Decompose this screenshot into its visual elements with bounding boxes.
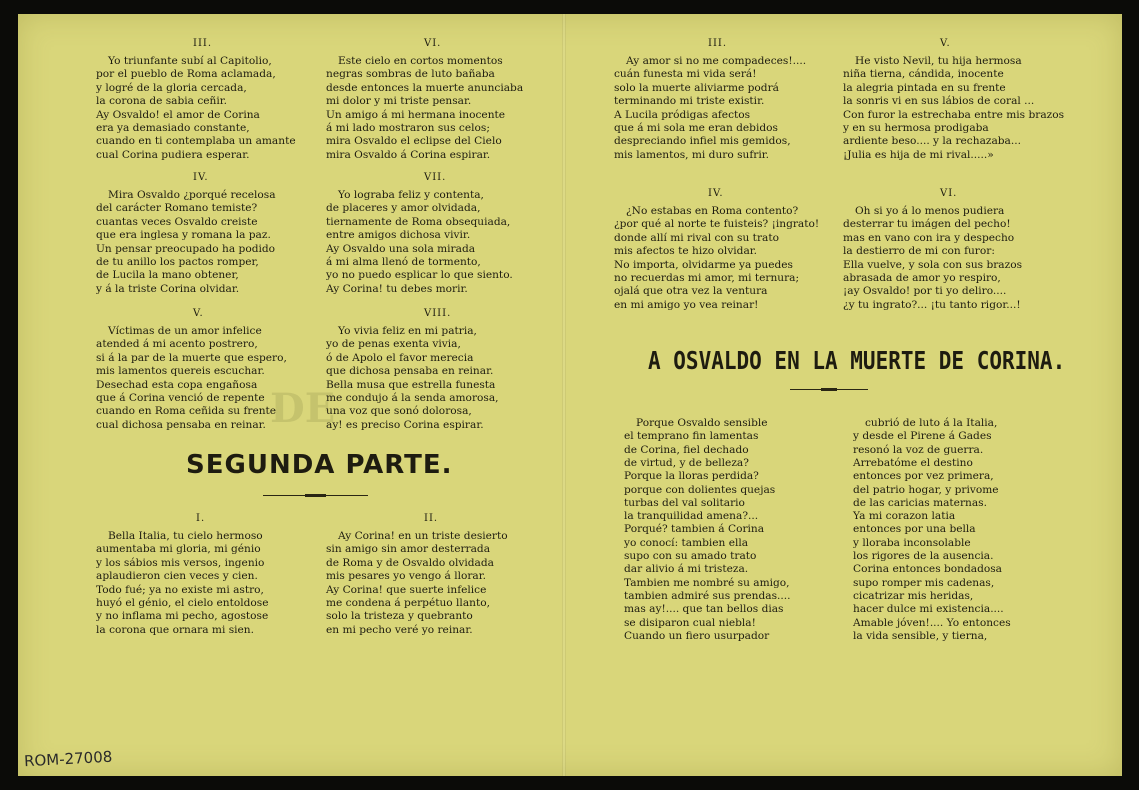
poem-line: la vida sensible, y tierna, bbox=[853, 629, 988, 642]
poem-line: abrasada de amor yo respiro, bbox=[843, 272, 1001, 284]
poem-line: la alegria pintada en su frente bbox=[843, 81, 1006, 94]
poem-line: de Lucila la mano obtener, bbox=[96, 269, 239, 282]
poem-line: Víctimas de un amor infelice bbox=[108, 325, 262, 337]
stanza-number: III. bbox=[708, 38, 728, 49]
section-title: SEGUNDA PARTE. bbox=[186, 450, 453, 480]
poem-line: mira Osvaldo á Corina espirar. bbox=[326, 148, 491, 161]
poem-line: atended á mi acento postrero, bbox=[96, 338, 258, 351]
stanza-number: VII. bbox=[424, 172, 447, 183]
poem-line: Bella musa que estrella funesta bbox=[326, 378, 496, 391]
poem-line: Un amigo á mi hermana inocente bbox=[326, 108, 506, 121]
poem-line: y no inflama mi pecho, agostose bbox=[96, 610, 269, 623]
bleed-through-mark: DE bbox=[270, 385, 336, 432]
poem-line: supo con su amado trato bbox=[624, 550, 757, 562]
poem-line: mira Osvaldo el eclipse del Cielo bbox=[326, 135, 502, 148]
poem-line: donde allí mi rival con su trato bbox=[614, 231, 779, 244]
poem-line: Ay Corina! tu debes morir. bbox=[326, 282, 468, 295]
poem-line: la tranquilidad amena?... bbox=[624, 510, 759, 523]
poem-line: desterrar tu imágen del pecho! bbox=[843, 218, 1011, 231]
poem-line: mis pesares yo vengo á llorar. bbox=[326, 570, 486, 583]
poem-line: no recuerdas mi amor, mi ternura; bbox=[614, 272, 800, 284]
poem-line: la corona que ornara mi sien. bbox=[96, 623, 254, 636]
poem-line: y logré de la gloria cercada, bbox=[96, 81, 247, 94]
poem-line: supo romper mis cadenas, bbox=[853, 576, 995, 589]
poem-line: que á mi sola me eran debidos bbox=[614, 122, 778, 134]
poem-line: si á la par de la muerte que espero, bbox=[96, 351, 287, 364]
poem-line: tiernamente de Roma obsequiada, bbox=[326, 215, 511, 228]
stanza-number: V. bbox=[940, 38, 951, 49]
poem-line: aumentaba mi gloria, mi génio bbox=[96, 543, 261, 556]
poem-line: me condena á perpétuo llanto, bbox=[326, 597, 490, 609]
poem-line: Ay Corina! en un triste desierto bbox=[338, 530, 508, 542]
poem-line: ¿No estabas en Roma contento? bbox=[626, 205, 799, 217]
poem-line: Porque Osvaldo sensible bbox=[636, 417, 768, 429]
poem-line: Bella Italia, tu cielo hermoso bbox=[108, 530, 263, 542]
poem-line: y desde el Pirene á Gades bbox=[853, 430, 992, 443]
poem-line: en mi pecho veré yo reinar. bbox=[326, 623, 473, 636]
poem-line: Yo lograba feliz y contenta, bbox=[338, 189, 484, 201]
poem-line: los rigores de la ausencia. bbox=[853, 550, 994, 562]
poem-line: niña tierna, cándida, inocente bbox=[843, 68, 1004, 81]
poem-line: Un pensar preocupado ha podido bbox=[96, 242, 276, 255]
poem-line: de las caricias maternas. bbox=[853, 496, 987, 509]
poem-line: la destierro de mi con furor: bbox=[843, 245, 995, 258]
poem-line: en mi amigo yo vea reinar! bbox=[614, 298, 759, 311]
page-fold bbox=[562, 14, 566, 776]
poem-line: Desechad esta copa engañosa bbox=[96, 378, 258, 391]
poem-line: ardiente beso.... y la rechazaba... bbox=[843, 135, 1021, 148]
poem-line: Mira Osvaldo ¿porqué recelosa bbox=[108, 189, 276, 201]
poem-line: Porque la lloras perdida? bbox=[624, 470, 759, 483]
poem-line: turbas del val solitario bbox=[624, 496, 745, 509]
poem-line: aplaudieron cien veces y cien. bbox=[96, 570, 258, 583]
ornament-rule bbox=[790, 389, 868, 390]
archive-label: ROM-27008 bbox=[23, 747, 113, 771]
poem-line: terminando mi triste existir. bbox=[614, 95, 765, 108]
poem-line: Tambien me nombré su amigo, bbox=[624, 576, 790, 589]
poem-line: porque con dolientes quejas bbox=[624, 483, 776, 496]
poem-line: ¿y tu ingrato?... ¡tu tanto rigor...! bbox=[843, 298, 1021, 311]
poem-line: Cuando un fiero usurpador bbox=[624, 629, 770, 642]
poem-line: ó de Apolo el favor merecia bbox=[326, 351, 474, 364]
ornament-rule bbox=[263, 495, 368, 496]
stanza-number: I. bbox=[196, 513, 206, 524]
poem-line: cicatrizar mis heridas, bbox=[853, 589, 974, 602]
stanza-number: VIII. bbox=[424, 308, 452, 319]
poem-line: desde entonces la muerte anunciaba bbox=[326, 81, 524, 94]
poem-line: solo la tristeza y quebranto bbox=[326, 610, 473, 623]
poem-line: Ay amor si no me compadeces!.... bbox=[626, 55, 807, 67]
poem-line: Ella vuelve, y sola con sus brazos bbox=[843, 258, 1023, 271]
poem-line: yo no puedo esplicar lo que siento. bbox=[326, 269, 513, 282]
stanza-number: IV. bbox=[193, 172, 209, 183]
poem-line: dar alivio á mi tristeza. bbox=[624, 563, 749, 576]
poem-line: yo conocí: tambien ella bbox=[624, 536, 749, 549]
poem-line: entre amigos dichosa vivir. bbox=[326, 229, 471, 242]
stanza-number: VI. bbox=[940, 188, 958, 199]
poem-line: entonces por vez primera, bbox=[853, 470, 994, 483]
poem-line: mi dolor y mi triste pensar. bbox=[326, 95, 472, 108]
stanza-number: IV. bbox=[708, 188, 724, 199]
poem-line: cubrió de luto á la Italia, bbox=[865, 417, 998, 429]
poem-line: resonó la voz de guerra. bbox=[853, 443, 984, 456]
poem-line: la sonris vi en sus lábios de coral ... bbox=[843, 95, 1035, 108]
poem-line: de virtud, y de belleza? bbox=[624, 456, 749, 469]
stanza-number: V. bbox=[193, 308, 204, 319]
poem-line: de Roma y de Osvaldo olvidada bbox=[326, 556, 494, 569]
poem-line: Ay Corina! que suerte infelice bbox=[326, 583, 487, 596]
poem-line: entonces por una bella bbox=[853, 523, 976, 536]
poem-line: que era inglesa y romana la paz. bbox=[96, 229, 271, 242]
poem-line: mas ay!.... que tan bellos dias bbox=[624, 603, 784, 616]
poem-line: ¡Julia es hija de mi rival.....» bbox=[843, 148, 994, 161]
poem-line: mis lamentos, mi duro sufrir. bbox=[614, 148, 770, 161]
poem-line: del carácter Romano temiste? bbox=[96, 202, 258, 215]
poem-line: y lloraba inconsolable bbox=[853, 536, 971, 549]
poem-line: He visto Nevil, tu hija hermosa bbox=[855, 55, 1022, 67]
poem-line: negras sombras de luto bañaba bbox=[326, 68, 495, 81]
poem-line: tambien admiré sus prendas.... bbox=[624, 589, 791, 602]
poem-line: ¿por qué al norte te fuisteis? ¡ingrato! bbox=[614, 218, 820, 231]
poem-line: de Corina, fiel dechado bbox=[624, 443, 749, 456]
poem-line: Con furor la estrechaba entre mis brazos bbox=[843, 108, 1065, 121]
poem-line: cuando en Roma ceñida su frente bbox=[96, 405, 277, 418]
poem-line: Ay Osvaldo una sola mirada bbox=[326, 242, 476, 255]
poem-line: y los sábios mis versos, ingenio bbox=[96, 556, 265, 569]
poem-line: me condujo á la senda amorosa, bbox=[326, 392, 499, 404]
poem-line: Este cielo en cortos momentos bbox=[338, 55, 503, 67]
poem-title: A OSVALDO EN LA MUERTE DE CORINA. bbox=[648, 346, 1066, 375]
poem-line: Amable jóven!.... Yo entonces bbox=[853, 616, 1011, 629]
stanza-number: II. bbox=[424, 513, 439, 524]
poem-line: Arrebatóme el destino bbox=[853, 456, 973, 469]
poem-line: mis afectos te hizo olvidar. bbox=[614, 245, 758, 258]
poem-line: ay! es preciso Corina espirar. bbox=[326, 418, 484, 431]
poem-line: era ya demasiado constante, bbox=[96, 122, 250, 134]
poem-line: Corina entonces bondadosa bbox=[853, 563, 1002, 576]
poem-line: que á Corina venció de repente bbox=[96, 392, 265, 404]
poem-line: cual dichosa pensaba en reinar. bbox=[96, 418, 266, 431]
poem-line: del patrio hogar, y privome bbox=[853, 483, 999, 496]
poem-line: sin amigo sin amor desterrada bbox=[326, 543, 491, 556]
poem-line: Ya mi corazon latia bbox=[853, 510, 956, 523]
poem-line: despreciando infiel mis gemidos, bbox=[614, 135, 791, 148]
poem-line: cuantas veces Osvaldo creiste bbox=[96, 215, 258, 228]
poem-line: cuán funesta mi vida será! bbox=[614, 68, 757, 81]
poem-line: se disiparon cual niebla! bbox=[624, 616, 756, 629]
poem-line: y á la triste Corina olvidar. bbox=[96, 282, 240, 295]
poem-line: solo la muerte aliviarme podrá bbox=[614, 81, 779, 94]
poem-line: una voz que sonó dolorosa, bbox=[326, 405, 472, 418]
poem-line: Yo vivia feliz en mi patria, bbox=[338, 325, 477, 337]
stanza-number: III. bbox=[193, 38, 213, 49]
poem-line: y en su hermosa prodigaba bbox=[843, 122, 989, 134]
poem-line: de tu anillo los pactos romper, bbox=[96, 256, 259, 268]
poem-line: á mi lado mostraron sus celos; bbox=[326, 122, 490, 134]
poem-line: mas en vano con ira y despecho bbox=[843, 231, 1015, 244]
poem-line: que dichosa pensaba en reinar. bbox=[326, 365, 494, 378]
poem-line: cuando en ti contemplaba un amante bbox=[96, 135, 296, 148]
poem-line: Porqué? tambien á Corina bbox=[624, 523, 765, 536]
poem-line: Todo fué; ya no existe mi astro, bbox=[96, 583, 264, 596]
poem-line: el temprano fin lamentas bbox=[624, 430, 759, 443]
poem-line: Oh si yo á lo menos pudiera bbox=[855, 205, 1005, 217]
poem-line: mis lamentos quereis escuchar. bbox=[96, 365, 265, 378]
poem-line: No importa, olvidarme ya puedes bbox=[614, 258, 793, 271]
poem-line: por el pueblo de Roma aclamada, bbox=[96, 68, 276, 81]
poem-line: á mi alma llenó de tormento, bbox=[326, 256, 481, 268]
poem-line: huyó el génio, el cielo entoldose bbox=[96, 597, 269, 609]
poem-line: ojalá que otra vez la ventura bbox=[614, 285, 768, 298]
poem-line: yo de penas exenta vivia, bbox=[326, 338, 461, 351]
poem-line: la corona de sabia ceñir. bbox=[96, 95, 228, 108]
poem-line: hacer dulce mi existencia.... bbox=[853, 603, 1004, 616]
poem-line: ¡ay Osvaldo! por ti yo deliro.... bbox=[843, 285, 1007, 298]
poem-line: cual Corina pudiera esperar. bbox=[96, 148, 250, 161]
poem-line: A Lucila pródigas afectos bbox=[614, 108, 751, 121]
poem-line: de placeres y amor olvidada, bbox=[326, 202, 481, 215]
poem-line: Ay Osvaldo! el amor de Corina bbox=[96, 108, 260, 121]
stanza-number: VI. bbox=[424, 38, 442, 49]
poem-line: Yo triunfante subí al Capitolio, bbox=[108, 55, 272, 67]
